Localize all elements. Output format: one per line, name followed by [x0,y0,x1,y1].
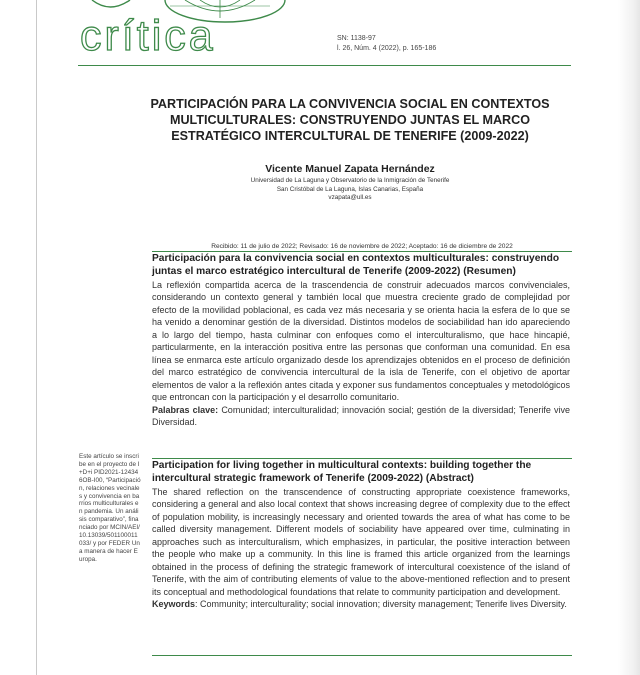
header-divider [78,65,571,66]
abstract-heading: Participation for living together in multicultural contexts: building together the intercultural strategic framework of Tenerife (2009-2022) (Abstract) [152,460,532,484]
author-email[interactable]: vzapata@ull.es [328,194,372,202]
resumen-keywords-label: Palabras clave: [152,404,219,415]
abstract-keywords [152,598,570,611]
abstract-divider [152,458,572,459]
issn-info [337,34,436,54]
dates-divider [152,251,572,252]
abstract-keywords-text: : Community; interculturality; social innovation; diversity management; Tenerife lives Diversity. [195,599,567,610]
journal-logo [70,0,310,58]
author-name: Vicente Manuel Zapata Hernández [265,163,435,175]
page-left-edge [36,0,37,675]
journal-logo-text: crítica [80,12,216,60]
volume-line: l. 26, Núm. 4 (2022), p. 165-186 [337,45,437,52]
affiliation-line-1: Universidad de La Laguna y Observatorio de la Inmigración de Tenerife [250,177,450,184]
article-title: PARTICIPACIÓN PARA LA CONVIVENCIA SOCIAL EN CONTEXTOS MULTICULTURALES: CONSTRUYENDO JUNTAS EL MARCO ESTRATÉGICO INTERCULTURAL DE TENERIFE (2009-2022) [150,97,550,143]
bottom-divider [152,655,572,656]
abstract-section [152,460,570,611]
abstract-keywords-label: Keywords [152,599,196,610]
funding-sidenote: Este artículo se inscribe en el proyecto de I+D+i PID2021-124346OB-I00, “Participación, relaciones vecinales y convivencia en barrios multiculturales en pandemia. Un análisis comparativo”, financiado por MCIN/AEI/10.13039/501100011033/ y por FEDER Una manera de hacer Europa. [79,453,141,563]
resumen-heading: Participación para la convivencia social en contextos multiculturales: construyendo juntas el marco estratégico intercultural de Tenerife (2009-2022) (Resumen) [152,253,560,277]
page-right-shadow [618,0,640,675]
affiliation-line-2: San Cristóbal de La Laguna, Islas Canarias, España [276,185,424,193]
resumen-section [152,253,570,429]
abstract-body: The shared reflection on the transcendence of constructing appropriate coexistence frameworks, considering a general and also local context that shows increasing degree of complexity due to the effect of population mobility, is increasingly necessary and oriented towards the area of what has come to be called diversity management. Different models of sociability have appeared over time, culminating in approaches such as interculturalism, which emphasizes, in particular, the positive interaction between the people who make up a community. In this line is framed this article organized from the learnings obtained in the process of defining the strategic framework of intercultural coexistence of the island of Tenerife, with the aim of contributing elements of value to the above-mentioned reflection and to present its conceptual and methodological foundations that relate to community participation and development. [152,486,570,597]
author-affiliation [180,177,520,203]
resumen-body: La reflexión compartida acerca de la trascendencia de construir adecuados marcos convivenciales, considerando un contexto general y también local que muestra creciente grado de complejidad por efecto de la movilidad poblacional, es cada vez más necesaria y se orienta hacia la esfera de lo que se ha venido a denominar gestión de la diversidad. Distintos modelos de sociabilidad han ido apareciendo a lo largo del tiempo, hasta culminar con enfoques como el interculturalismo, que hace hincapié, particularmente, en la interacción positiva entre las personas que conforman una comunidad. En esa línea se enmarca este artículo organizado desde los aprendizajes obtenidos en el proceso de definición del marco estratégico de convivencia intercultural de la isla de Tenerife, con el objetivo de aportar elementos de valor a la reflexión antes citada y exponer sus fundamentos conceptuales y metodológicos que entroncan con la participación y el desarrollo comunitario. [152,279,570,403]
resumen-keywords [152,404,570,429]
article-dates: Recibido: 11 de julio de 2022; Revisado: 16 de noviembre de 2022; Aceptado: 16 de diciembre de 2022 [211,243,513,250]
issn-line: SN: 1138-97 [337,35,376,42]
resumen-keywords-text: Comunidad; interculturalidad; innovación social; gestión de la diversidad; Tenerife vive Diversidad. [152,404,570,428]
